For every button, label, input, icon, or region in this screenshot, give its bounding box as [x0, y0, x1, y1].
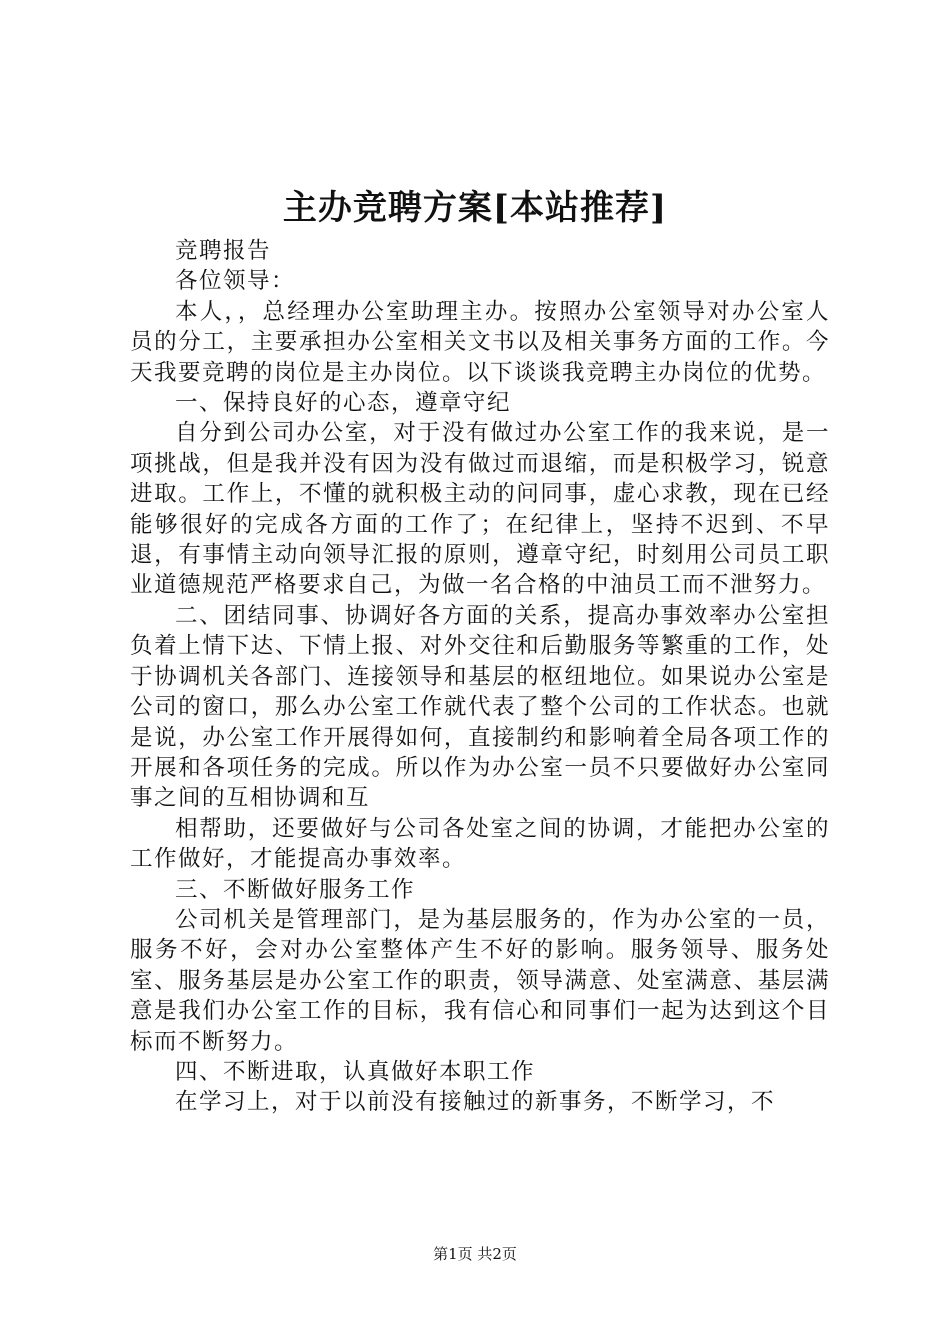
paragraph: 相帮助，还要做好与公司各处室之间的协调，才能把办公室的工作做好，才能提高办事效率。 [130, 815, 830, 873]
page-number-footer: 第1页 共2页 [433, 1245, 517, 1263]
paragraph: 自分到公司办公室，对于没有做过办公室工作的我来说，是一项挑战，但是我并没有因为没有做过而退缩，而是积极学习，锐意进取。工作上，不懂的就积极主动的问同事，虚心求教，现在已经能够很好的完成各方面的工作了；在纪律上，坚持不迟到、不早退，有事情主动向领导汇报的原则，遵章守纪，时刻用公司员工职业道德规范严格要求自己，为做一名合格的中油员工而不泄努力。 [130, 420, 830, 599]
section-heading: 一、保持良好的心态，遵章守纪 [175, 390, 512, 417]
section-heading: 三、不断做好服务工作 [175, 876, 416, 903]
document-title: 主办竞聘方案[本站推荐] [282, 188, 668, 228]
paragraph: 本人，，总经理办公室助理主办。按照办公室领导对办公室人员的分工，主要承担办公室相关文书以及相关事务方面的工作。今天我要竞聘的岗位是主办岗位。以下谈谈我竞聘主办岗位的优势。 [130, 298, 830, 386]
document-body [130, 236, 830, 1118]
paragraph: 二、团结同事、协调好各方面的关系，提高办事效率办公室担负着上情下达、下情上报、对外交往和后勤服务等繁重的工作，处于协调机关各部门、连接领导和基层的枢纽地位。如果说办公室是公司的窗口，那么办公室工作就代表了整个公司的工作状态。也就是说，办公室工作开展得如何，直接制约和影响着全局各项工作的开展和各项任务的完成。所以作为办公室一员不只要做好办公室同事之间的互相协调和互 [130, 602, 830, 812]
paragraph-heading: 竞聘报告 [175, 238, 272, 264]
paragraph: 公司机关是管理部门，是为基层服务的，作为办公室的一员，服务不好，会对办公室整体产生不好的影响。服务领导、服务处室、服务基层是办公室工作的职责，领导满意、处室满意、基层满意是我们办公室工作的目标，我有信心和同事们一起为达到这个目标而不断努力。 [130, 906, 830, 1055]
paragraph: 在学习上，对于以前没有接触过的新事务，不断学习，不 [175, 1089, 776, 1116]
section-heading: 四、不断进取，认真做好本职工作 [175, 1058, 536, 1085]
paragraph-salutation: 各位领导： [175, 268, 296, 295]
